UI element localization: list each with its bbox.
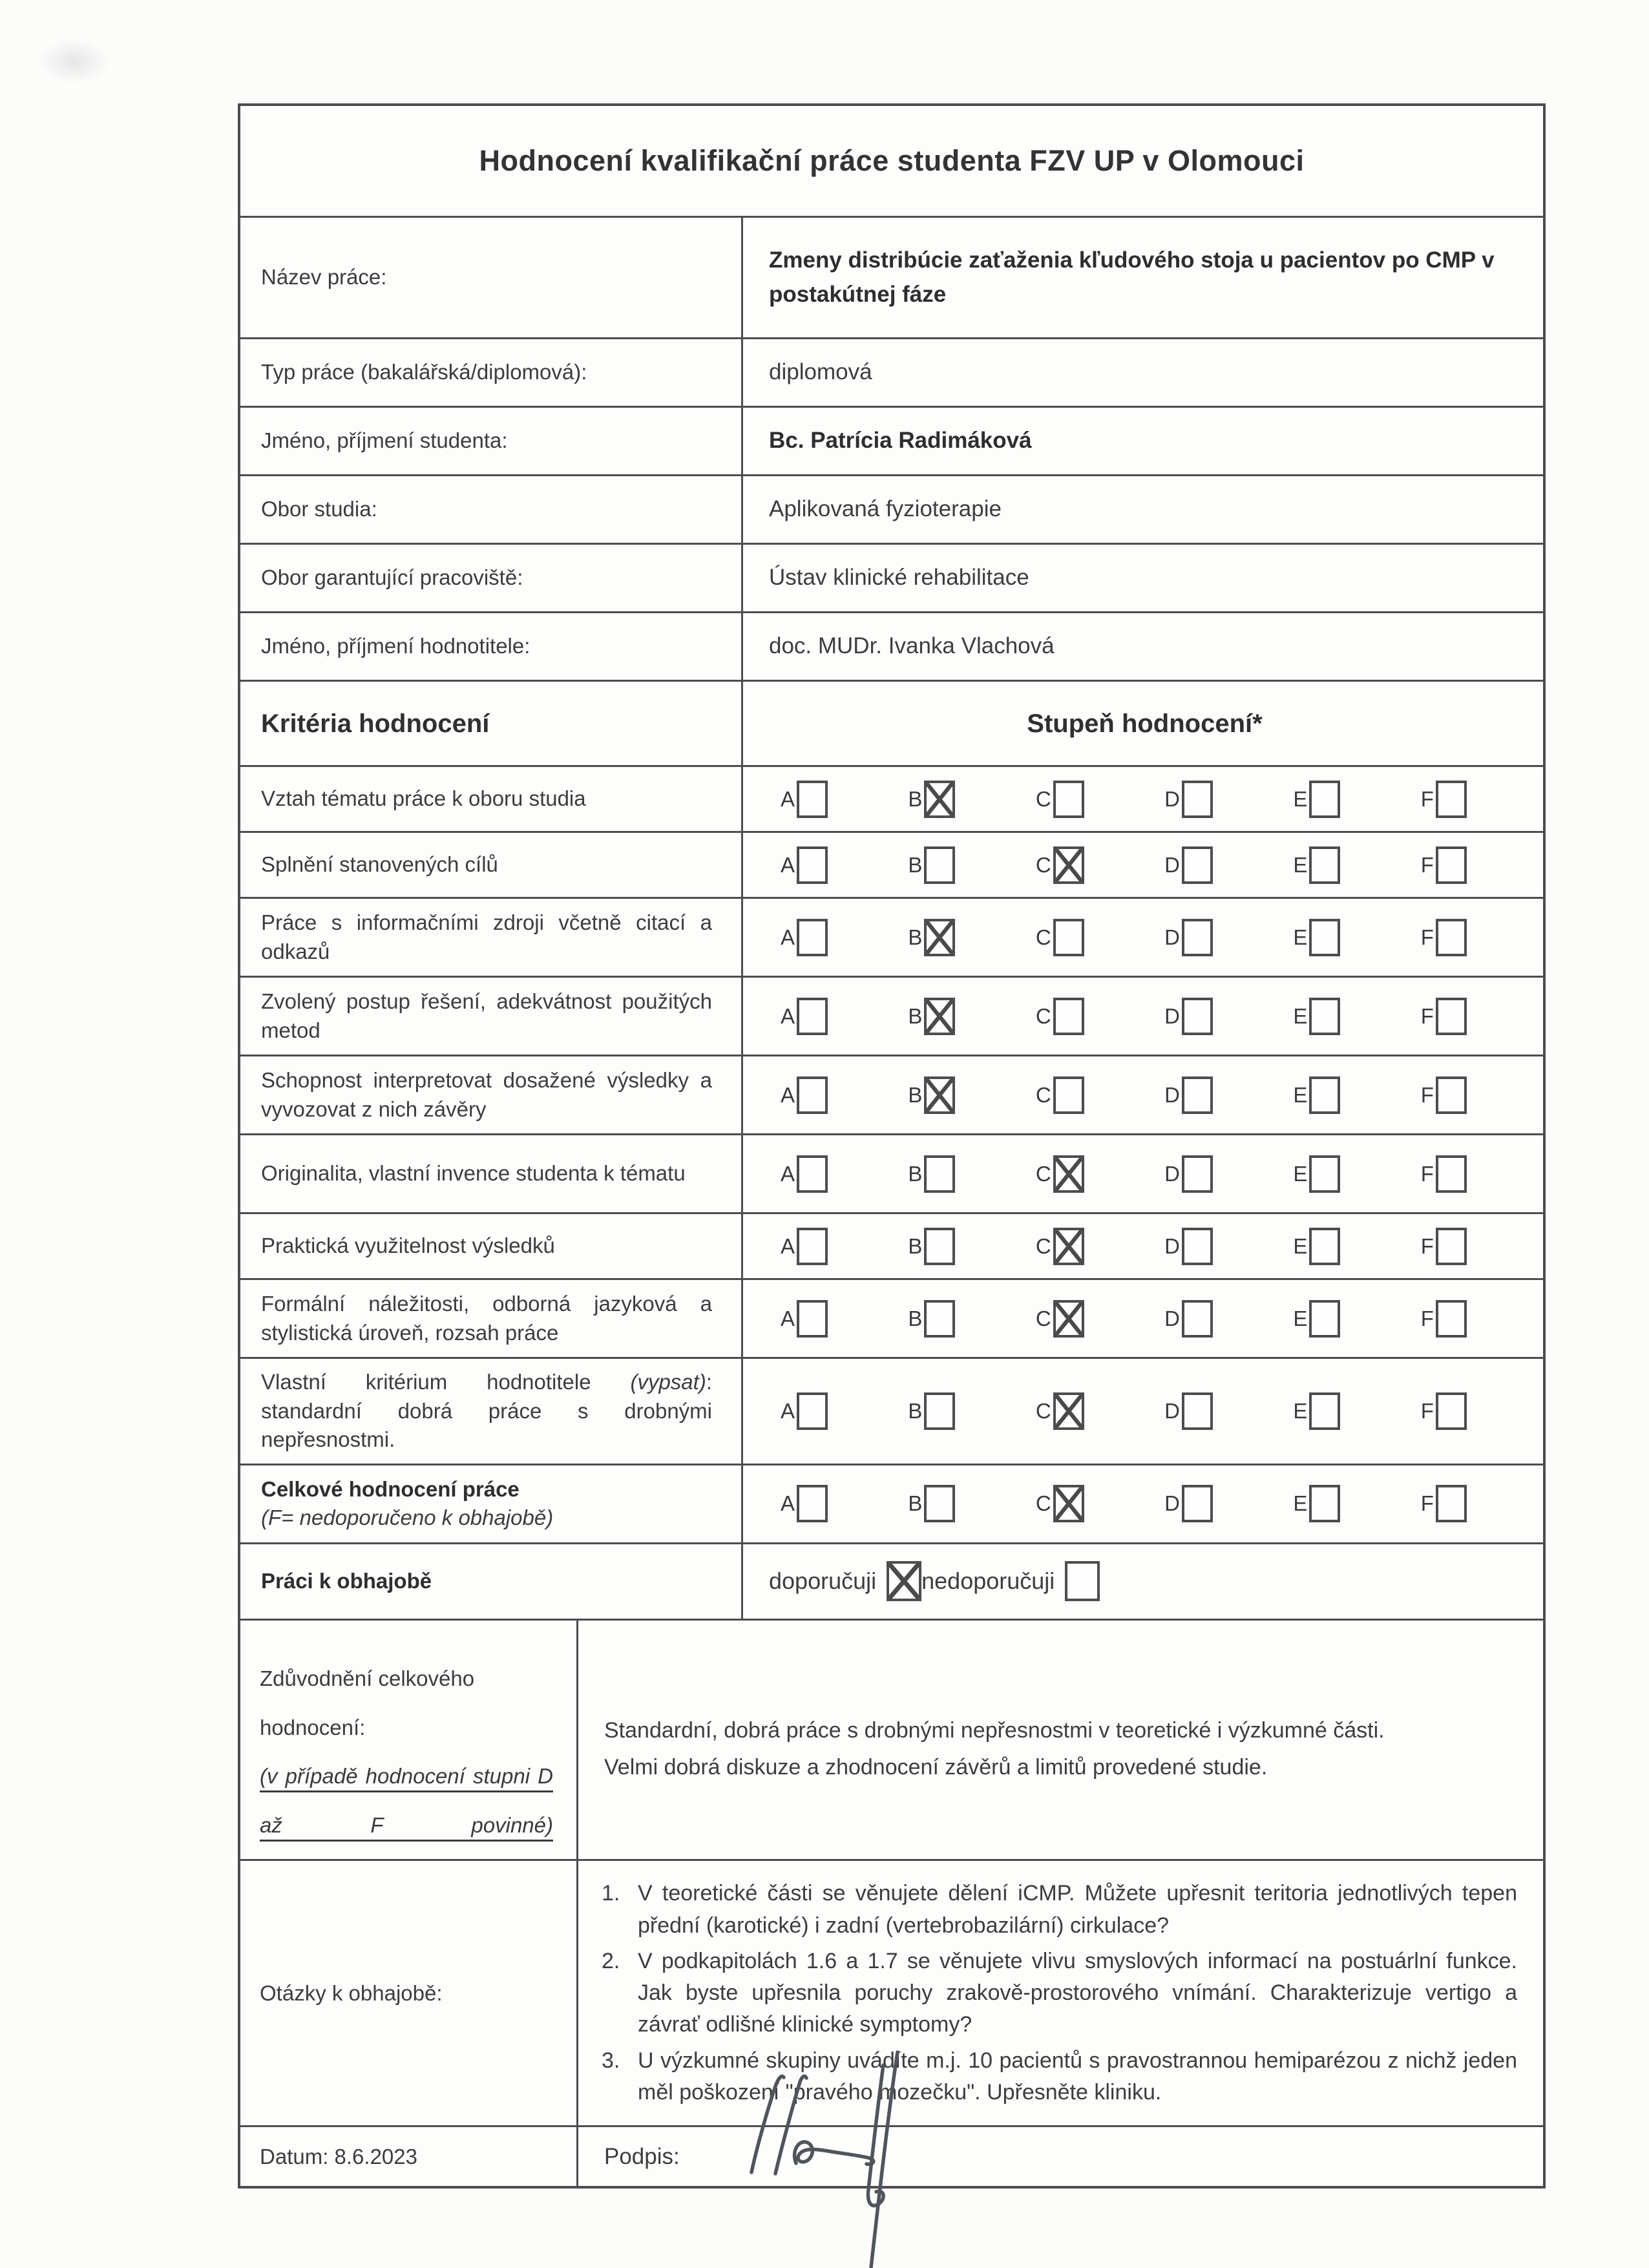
grade-checkbox [797,998,828,1035]
criterion-label-main: Vlastní kritérium hodnotitele [261,1370,631,1394]
grade-option-a [781,1076,828,1114]
grade-letter: F [1420,1003,1434,1028]
signature-label: Podpis: [604,2143,680,2169]
grade-option-c [1036,1300,1084,1338]
questions-label: Otázky k obhajobě: [240,1861,578,2125]
grade-option-a [781,919,828,956]
grade-checkbox [1182,919,1213,956]
grade-option-c [1036,781,1084,818]
grade-checkbox [797,1485,828,1522]
grade-option-d [1164,1228,1213,1265]
title-row [240,106,1543,216]
grade-option-c [1036,1155,1084,1193]
grade-option-b [908,1392,955,1430]
question-item [602,2045,1517,2109]
criterion-label-italic: (vypsat) [630,1370,706,1394]
criterion-label: Práce s informačními zdroji včetně citací a odkazů [240,899,743,976]
criterion-label: Vztah tématu práce k oboru studia [240,767,743,831]
grade-letter: E [1293,852,1308,877]
defense-row [240,1542,1543,1619]
grade-option-f [1421,919,1467,956]
question-text: V teoretické části se věnujete dělení iCMP. Můžete upřesnit teritoria jednotlivých tepen přední (karotické) i zadní (vertebrobazilární) cirkulace? [638,1881,1517,1938]
defense-option-label: nedoporučuji [921,1568,1055,1595]
grade-checkbox [1182,1300,1213,1338]
grade-option-f [1421,1228,1467,1265]
criterion-label [240,1465,743,1542]
grade-option-b [908,1485,955,1522]
row-value: doc. MUDr. Ivanka Vlachová [769,633,1055,659]
grade-letter: D [1164,1234,1180,1258]
grade-letter: B [908,1306,923,1330]
grade-letter: E [1293,1082,1308,1107]
grade-letter: F [1420,1491,1434,1516]
grade-option-f [1421,846,1467,884]
criterion-row [240,976,1543,1055]
defense-label: Práci k obhajobě [240,1544,743,1619]
grade-option-c [1036,1392,1084,1430]
grade-option-a [781,781,828,818]
criterion-label: Schopnost interpretovat dosažené výsledky a vyvozovat z nich závěry [240,1056,743,1133]
grade-checkbox [1309,919,1340,956]
grade-option-e [1293,1155,1340,1193]
grade-option-e [1293,1076,1340,1114]
defense-option-recommend [769,1561,921,1601]
grade-option-e [1293,919,1340,956]
grade-checkbox [1309,998,1340,1035]
overall-grade-row [240,1464,1543,1542]
grade-checkbox [1182,846,1213,884]
grade-option-e [1293,1228,1340,1265]
questions-list [578,1861,1543,2125]
questions-row [240,1859,1543,2125]
grade-checkbox [1053,998,1084,1035]
grade-checkbox [1309,1485,1340,1522]
grade-option-b [908,1228,955,1265]
criterion-row [240,1055,1543,1133]
grade-checkbox [924,1155,955,1193]
grade-option-f [1421,998,1467,1035]
defense-options [743,1544,1543,1619]
grade-checkbox [1436,1392,1467,1430]
grade-option-d [1164,1392,1213,1430]
grade-option-d [1164,1300,1213,1338]
info-row-thesis-title [240,216,1543,337]
grade-option-d [1164,919,1213,956]
grade-letter: D [1164,786,1180,811]
grade-checkbox [1309,1228,1340,1265]
grade-checkbox [924,781,955,818]
grade-letter: C [1035,1003,1051,1028]
grade-letter: D [1164,852,1180,877]
grade-checkbox [924,1392,955,1430]
grade-checkbox [797,846,828,884]
grade-checkbox [797,1155,828,1193]
justification-note: (v případě hodnocení stupni D až F povinné) [260,1764,553,1838]
grade-letter: D [1164,1306,1180,1330]
grade-letter: A [781,1491,795,1516]
grade-letter: B [908,1234,923,1258]
grade-option-b [908,919,955,956]
grade-checkbox [1053,1228,1084,1265]
grade-option-e [1293,1392,1340,1430]
grade-checkbox [797,1228,828,1265]
grade-checkbox [1436,1076,1467,1114]
grade-checkbox [924,998,955,1035]
grade-checkbox [1053,1485,1084,1522]
grade-cell [743,1214,1543,1278]
grade-checkbox [797,781,828,818]
grade-option-f [1421,1155,1467,1193]
grade-letter: A [781,1234,795,1258]
grade-option-a [781,1485,828,1522]
grade-letter: C [1035,786,1051,811]
criteria-header-left: Kritéria hodnocení [240,682,743,765]
grade-letter: C [1035,1082,1051,1107]
grade-letter: A [781,1161,795,1186]
grade-option-a [781,1300,828,1338]
justification-label: Zdůvodnění celkového hodnocení: [260,1666,475,1739]
grade-checkbox [1182,998,1213,1035]
grade-checkbox [1053,1076,1084,1114]
grade-option-c [1036,998,1084,1035]
defense-checkbox [887,1561,921,1601]
grade-option-d [1164,1155,1213,1193]
grade-letter: C [1035,1234,1051,1258]
form-title: Hodnocení kvalifikační práce studenta FZV UP v Olomouci [479,144,1305,177]
grade-checkbox [1053,1300,1084,1338]
grade-letter: D [1164,1491,1180,1516]
grade-option-b [908,1155,955,1193]
grade-checkbox [1182,1392,1213,1430]
grade-letter: C [1035,1306,1051,1330]
grade-option-f [1421,1300,1467,1338]
justification-label-cell [240,1621,578,1860]
grade-checkbox [924,1485,955,1522]
scan-smudge [39,39,110,84]
row-label: Typ práce (bakalářská/diplomová): [240,339,743,406]
grade-letter: B [908,786,923,811]
grade-option-f [1421,1392,1467,1430]
grade-checkbox [924,1076,955,1114]
grade-letter: F [1420,852,1434,877]
criterion-row-custom [240,1357,1543,1464]
criteria-header-right: Stupeň hodnocení* [1027,709,1263,738]
grade-letter: F [1420,925,1434,949]
row-label: Název práce: [240,218,743,337]
grade-letter: B [908,1082,923,1107]
grade-letter: C [1035,925,1051,949]
grade-option-c [1036,919,1084,956]
date-label: Datum: 8.6.2023 [240,2127,578,2186]
grade-letter: B [908,925,923,949]
overall-label: Celkové hodnocení práce [261,1476,520,1501]
grade-option-f [1421,1076,1467,1114]
criterion-row [240,1278,1543,1357]
grade-option-d [1164,998,1213,1035]
grade-checkbox [797,1300,828,1338]
criteria-header-row [240,680,1543,765]
grade-letter: D [1164,925,1180,949]
grade-option-b [908,781,955,818]
grade-letter: E [1293,1161,1308,1186]
grade-checkbox [1182,1076,1213,1114]
criterion-label: Originalita, vlastní invence studenta k tématu [240,1135,743,1212]
grade-letter: F [1420,1234,1434,1258]
grade-checkbox [1053,846,1084,884]
grade-option-b [908,998,955,1035]
criterion-label: Splnění stanovených cílů [240,833,743,897]
grade-option-b [908,846,955,884]
grade-letter: D [1164,1398,1180,1423]
grade-checkbox [1182,781,1213,818]
grade-letter: C [1035,1398,1051,1423]
grade-option-f [1421,781,1467,818]
grade-option-d [1164,781,1213,818]
grade-checkbox [1182,1155,1213,1193]
defense-option-not-recommend [921,1561,1100,1601]
grade-option-d [1164,846,1213,884]
grade-letter: F [1420,1082,1434,1107]
grade-letter: A [781,1398,795,1423]
grade-option-a [781,1228,828,1265]
row-value: diplomová [769,359,872,385]
grade-checkbox [1436,1155,1467,1193]
info-row-student-name [240,406,1543,474]
criterion-label-rest: : standardní dobrá práce s drobnými nepřesnostmi. [261,1370,712,1452]
question-number: 1. [602,1881,620,1906]
criterion-row [240,1212,1543,1278]
grade-option-c [1036,1485,1084,1522]
grade-cell [743,1135,1543,1212]
grade-cell [743,1056,1543,1133]
grade-option-f [1421,1485,1467,1522]
row-value: Aplikovaná fyzioterapie [769,496,1002,522]
grade-checkbox [924,919,955,956]
question-text: U výzkumné skupiny uvádíte m.j. 10 pacientů s pravostrannou hemiparézou z nichž jeden měl poškození "pravého mozečku". Upřesněte kliniku. [638,2048,1517,2105]
grade-letter: F [1420,1398,1434,1423]
grade-letter: A [781,1306,795,1330]
grade-option-c [1036,846,1084,884]
grade-letter: E [1293,1398,1308,1423]
grade-option-a [781,1155,828,1193]
grade-letter: D [1164,1082,1180,1107]
grade-option-b [908,1076,955,1114]
grade-letter: E [1293,1491,1308,1516]
grade-letter: F [1420,786,1434,811]
grade-option-e [1293,998,1340,1035]
question-item [602,1946,1517,2041]
grade-option-a [781,846,828,884]
grade-letter: C [1035,852,1051,877]
grade-letter: F [1420,1306,1434,1330]
row-label: Obor studia: [240,476,743,543]
grade-checkbox [1309,1392,1340,1430]
grade-letter: A [781,786,795,811]
grade-checkbox [1436,1485,1467,1522]
info-row-study-field [240,474,1543,543]
grade-option-c [1036,1076,1084,1114]
grade-checkbox [924,1300,955,1338]
grade-option-e [1293,846,1340,884]
overall-label-note: (F= nedoporučeno k obhajobě) [261,1506,554,1530]
grade-cell [743,833,1543,897]
criterion-row [240,765,1543,831]
grade-letter: A [781,925,795,949]
grade-checkbox [1436,1228,1467,1265]
row-label: Obor garantující pracoviště: [240,545,743,611]
grade-checkbox [1053,781,1084,818]
grade-letter: D [1164,1161,1180,1186]
grade-cell [743,1465,1543,1542]
grade-letter: D [1164,1003,1180,1028]
grade-checkbox [1436,781,1467,818]
grade-option-d [1164,1485,1213,1522]
justification-line: Velmi dobrá diskuze a zhodnocení závěrů a limitů provedené studie. [604,1754,1268,1780]
grade-checkbox [797,1076,828,1114]
grade-option-e [1293,1300,1340,1338]
grade-letter: A [781,1003,795,1028]
criterion-label: Zvolený postup řešení, adekvátnost použitých metod [240,978,743,1055]
grade-letter: F [1420,1161,1434,1186]
info-row-evaluator-name [240,611,1543,680]
grade-letter: B [908,1398,923,1423]
grade-checkbox [1053,1155,1084,1193]
grade-checkbox [924,846,955,884]
row-value: Ústav klinické rehabilitace [769,565,1029,591]
grade-checkbox [1053,919,1084,956]
grade-letter: E [1293,786,1308,811]
grade-letter: E [1293,1234,1308,1258]
grade-checkbox [1309,1076,1340,1114]
grade-cell [743,1280,1543,1357]
row-label: Jméno, příjmení hodnotitele: [240,613,743,680]
evaluation-form [238,103,1546,2189]
grade-letter: E [1293,925,1308,949]
criterion-label: Formální náležitosti, odborná jazyková a stylistická úroveň, rozsah práce [240,1280,743,1357]
grade-cell [743,1359,1543,1464]
row-value: Zmeny distribúcie zaťaženia kľudového stoja u pacientov po CMP v postakútnej fáze [769,247,1495,307]
grade-checkbox [1436,998,1467,1035]
grade-letter: C [1035,1161,1051,1186]
criterion-row [240,831,1543,897]
grade-checkbox [1182,1485,1213,1522]
defense-checkbox [1065,1561,1100,1601]
grade-checkbox [1436,846,1467,884]
grade-checkbox [1309,1155,1340,1193]
grade-option-a [781,1392,828,1430]
signature-cell [578,2127,1543,2186]
question-item [602,1878,1517,1942]
criterion-label [240,1359,743,1464]
criterion-row [240,897,1543,976]
justification-text [578,1621,1543,1860]
grade-option-a [781,998,828,1035]
grade-checkbox [1436,919,1467,956]
justification-line: Standardní, dobrá práce s drobnými nepřesnostmi v teoretické i výzkumné části. [604,1717,1385,1743]
grade-letter: E [1293,1306,1308,1330]
grade-cell [743,899,1543,976]
grade-letter: B [908,1003,923,1028]
question-number: 2. [602,1948,620,1973]
justification-row [240,1619,1543,1860]
grade-letter: E [1293,1003,1308,1028]
grade-checkbox [1309,781,1340,818]
footer-row [240,2125,1543,2186]
grade-letter: B [908,852,923,877]
grade-checkbox [1436,1300,1467,1338]
grade-checkbox [1309,1300,1340,1338]
question-number: 3. [602,2048,620,2073]
grade-checkbox [1309,846,1340,884]
grade-checkbox [1182,1228,1213,1265]
grade-letter: B [908,1491,923,1516]
grade-option-e [1293,1485,1340,1522]
criterion-label: Praktická využitelnost výsledků [240,1214,743,1278]
info-row-department [240,543,1543,611]
grade-option-e [1293,781,1340,818]
grade-letter: C [1035,1491,1051,1516]
row-value: Bc. Patrícia Radimáková [769,428,1032,454]
grade-checkbox [797,919,828,956]
defense-option-label: doporučuji [769,1568,877,1595]
criterion-row [240,1133,1543,1212]
grade-cell [743,978,1543,1055]
grade-checkbox [1053,1392,1084,1430]
info-row-thesis-type [240,337,1543,406]
grade-option-b [908,1300,955,1338]
grade-checkbox [797,1392,828,1430]
row-label: Jméno, příjmení studenta: [240,408,743,474]
grade-cell [743,767,1543,831]
grade-letter: A [781,1082,795,1107]
grade-letter: B [908,1161,923,1186]
question-text: V podkapitolách 1.6 a 1.7 se věnujete vlivu smyslových informací na postuárlní funkce. Jak byste upřesnila poruchy zrakově-prostorového vnímání. Charakterizuje vertigo a závrať odlišné klinické symptomy? [638,1948,1517,2037]
grade-checkbox [924,1228,955,1265]
grade-option-c [1036,1228,1084,1265]
grade-option-d [1164,1076,1213,1114]
grade-letter: A [781,852,795,877]
